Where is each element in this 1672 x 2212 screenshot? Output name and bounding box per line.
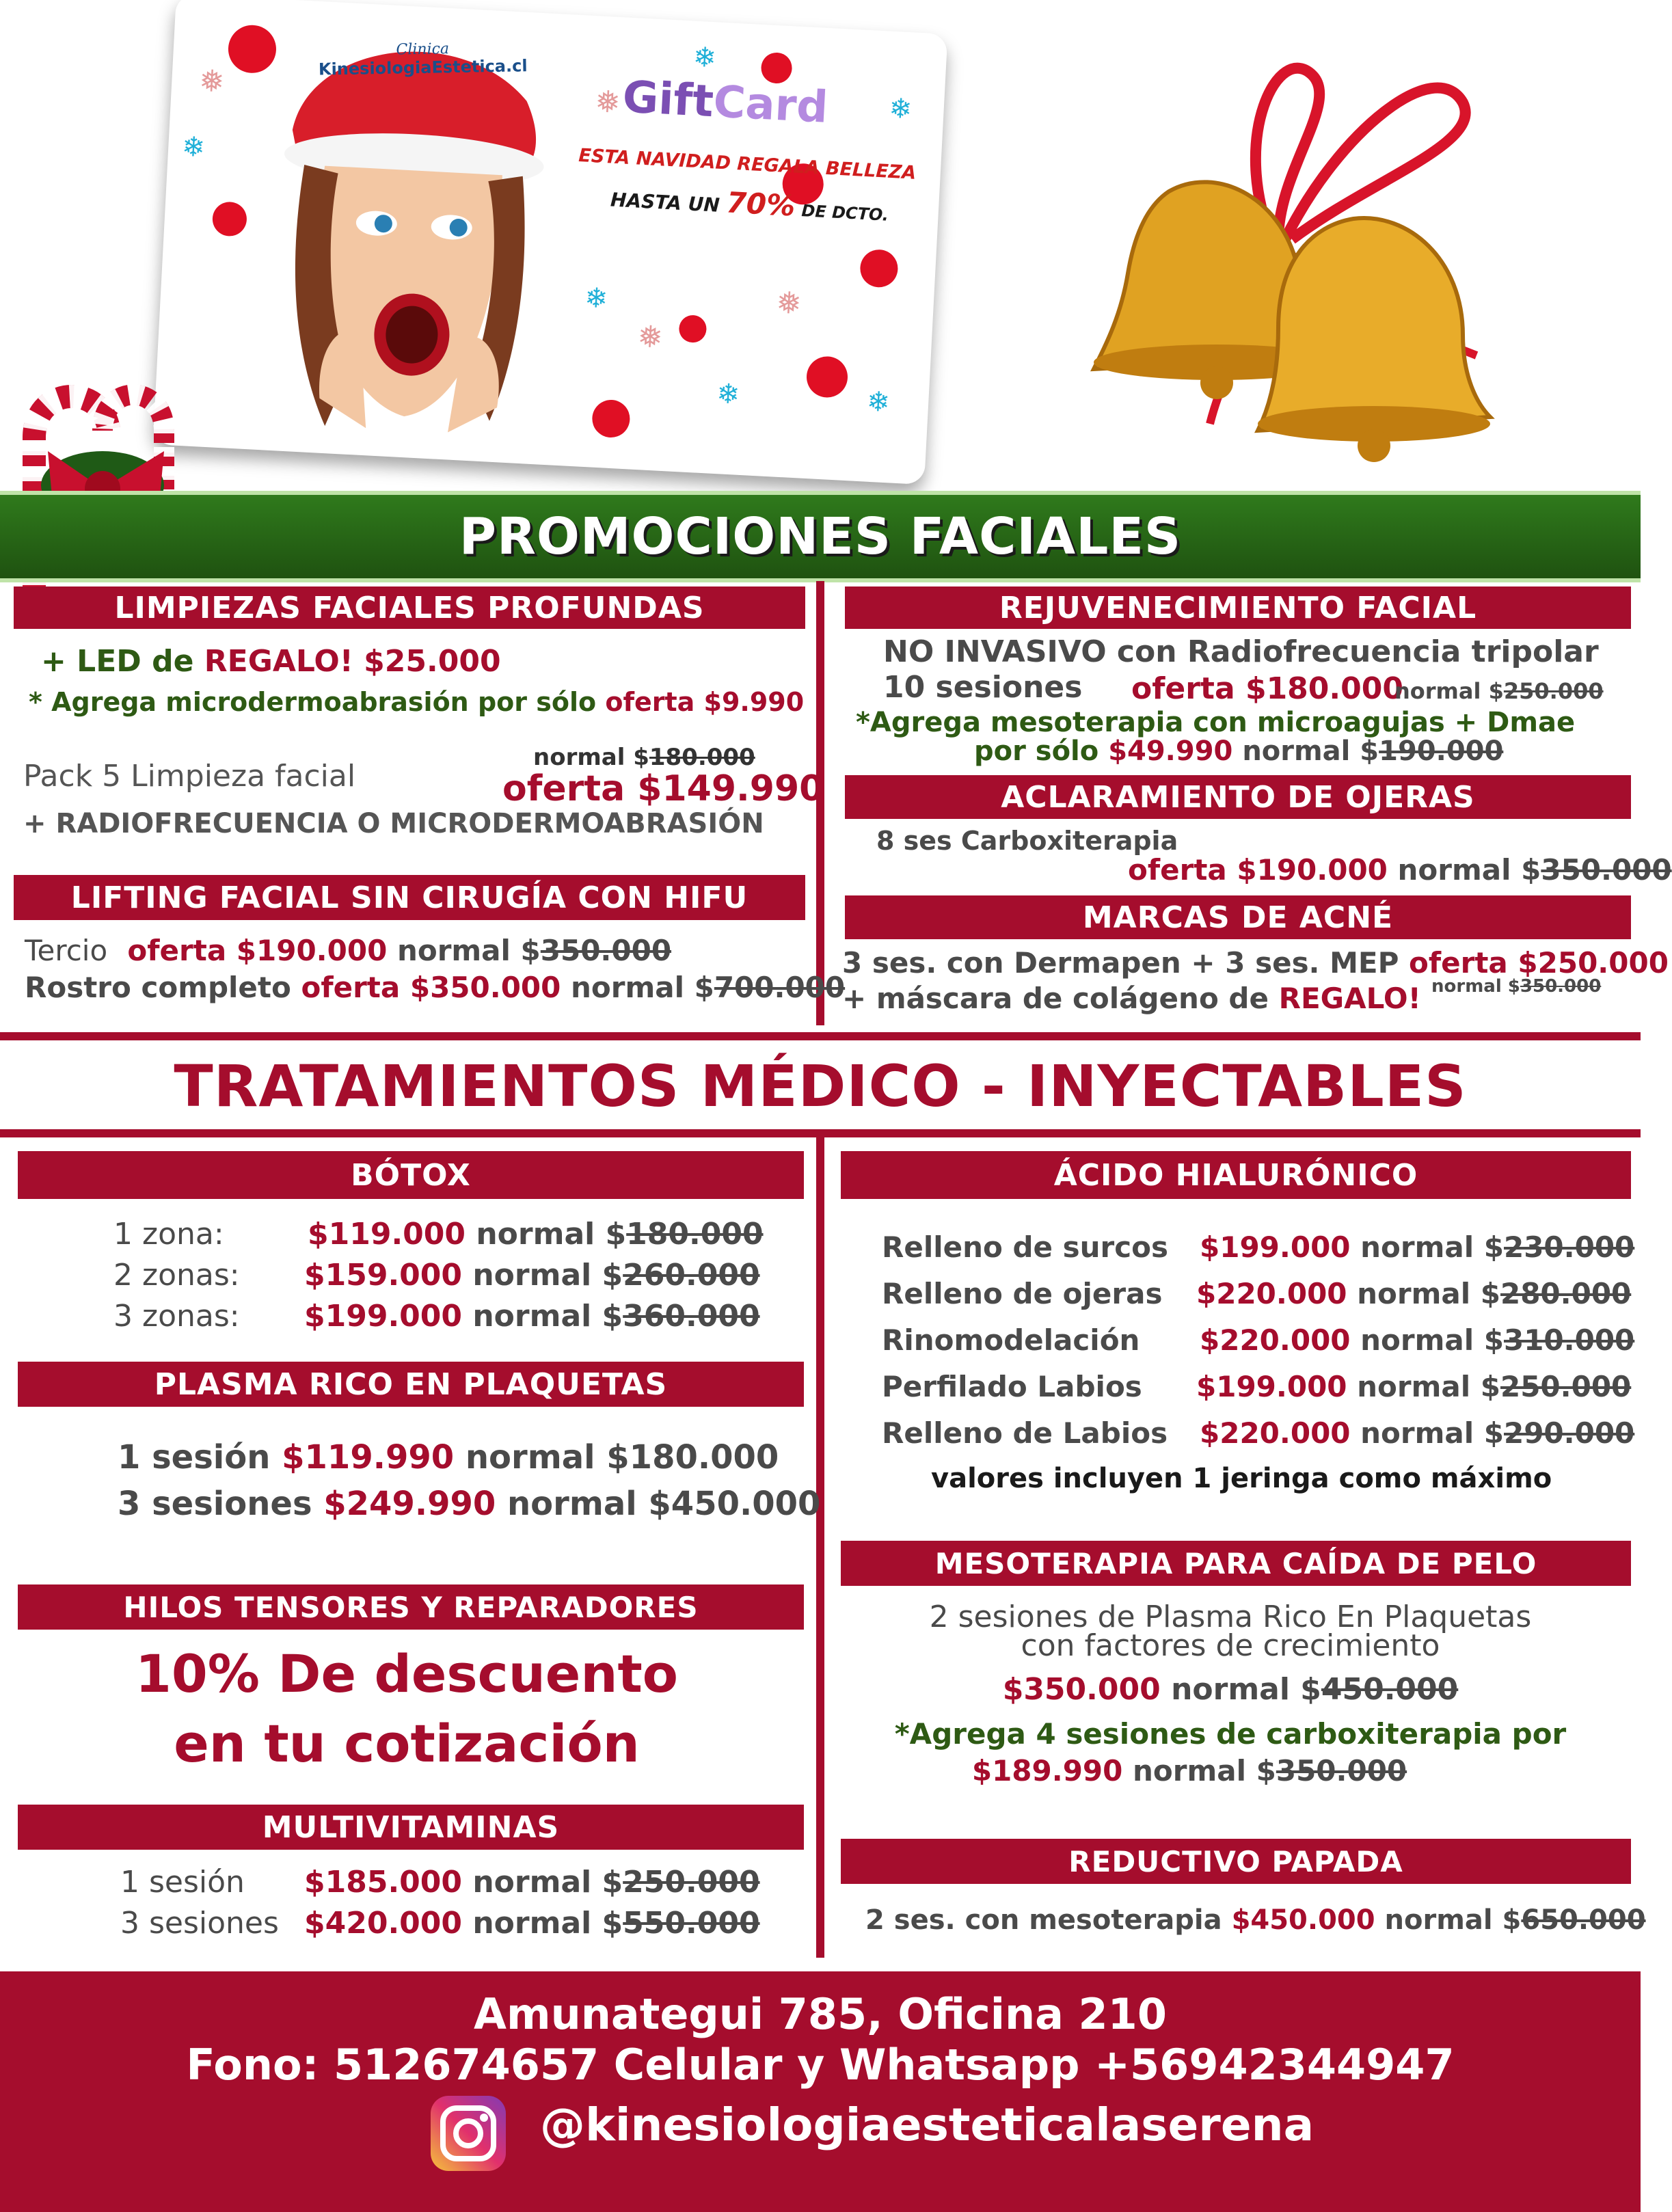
botox-label: 2 zonas: — [113, 1258, 240, 1293]
lifting-row1-normal-label: normal $ — [396, 934, 541, 967]
pack-normal — [533, 744, 755, 771]
giftcard-line2-pct: 70% — [725, 185, 796, 223]
list-item — [1196, 1277, 1631, 1310]
acne-line2 — [842, 982, 1421, 1015]
led-gift: REGALO! $25.000 — [204, 644, 501, 679]
meso-add2-old: 350.000 — [1276, 1754, 1407, 1788]
acne-normal-label: normal $ — [1431, 976, 1520, 997]
lifting-row1-offer: oferta $190.000 — [127, 934, 388, 967]
acne-offer: oferta $250.000 — [1409, 946, 1669, 980]
botox-price: $199.000 — [304, 1299, 463, 1334]
snowflake-icon: ❅ — [636, 319, 664, 355]
acido-label: Rinomodelación — [882, 1323, 1140, 1357]
botox-normal — [472, 1258, 759, 1293]
red-dot — [591, 399, 631, 439]
hilos-header: HILOS TENSORES Y REPARADORES — [18, 1584, 804, 1630]
medico-banner: TRATAMIENTOS MÉDICO - INYECTABLES — [174, 1053, 1467, 1120]
botox-price: $119.000 — [308, 1217, 466, 1252]
snowflake-icon: ❄ — [865, 386, 891, 419]
botox-normal-label: normal $ — [472, 1299, 623, 1334]
lifting-row2-old: 700.000 — [714, 971, 846, 1004]
lifting-header: LIFTING FACIAL SIN CIRUGÍA CON HIFU — [14, 875, 805, 920]
acne-old: 350.000 — [1520, 976, 1602, 997]
gift-card — [153, 0, 948, 485]
ojeras-header: ACLARAMIENTO DE OJERAS — [845, 775, 1631, 819]
snowflake-icon: ❄ — [716, 378, 741, 411]
list-item — [113, 1258, 240, 1293]
meso-line1: 2 sesiones de Plasma Rico En Plaquetas — [929, 1600, 1532, 1634]
botox-old: 360.000 — [623, 1299, 760, 1334]
acido-label: Perfilado Labios — [882, 1370, 1142, 1403]
papada-header: REDUCTIVO PAPADA — [841, 1839, 1631, 1884]
rejuv-add2-pre: por sólo — [974, 736, 1099, 767]
pack-offer: oferta $149.990 — [502, 768, 824, 809]
rejuv-add1: *Agrega mesoterapia con microagujas + Dmae — [856, 707, 1576, 738]
multi-label: 3 sesiones — [120, 1906, 279, 1941]
meso-old: 450.000 — [1321, 1672, 1459, 1707]
clinic-logo — [316, 39, 529, 79]
acido-old: 310.000 — [1503, 1323, 1635, 1357]
acido-normal-label: normal $ — [1357, 1277, 1500, 1310]
lifting-row1-label: Tercio — [25, 934, 108, 967]
list-item — [120, 1865, 245, 1900]
meso-normal-label: normal $ — [1171, 1672, 1321, 1707]
rejuv-sessions: 10 sesiones — [883, 670, 1083, 705]
plasma-label: 3 sesiones — [118, 1485, 312, 1523]
rejuv-normal — [1394, 678, 1604, 704]
ojeras-line2 — [1128, 853, 1672, 887]
list-item — [308, 1217, 764, 1252]
multi-old: 250.000 — [623, 1865, 760, 1900]
giftcard-line1: ESTA NAVIDAD REGALA BELLEZA — [578, 145, 917, 184]
plasma-normal: normal $180.000 — [465, 1438, 779, 1476]
acido-normal — [1360, 1416, 1634, 1450]
lifting-row2-normal-label: normal $ — [571, 971, 714, 1004]
papada-line — [865, 1904, 1646, 1936]
acido-normal-label: normal $ — [1357, 1370, 1500, 1403]
meso-line2: con factores de crecimiento — [1021, 1628, 1440, 1663]
meso-add2-price: $189.990 — [971, 1754, 1123, 1788]
list-item — [1200, 1230, 1634, 1264]
hilos-line1: 10% De descuento — [135, 1643, 678, 1704]
pack-normal-price: 180.000 — [649, 744, 755, 771]
pack-plus: + RADIOFRECUENCIA O MICRODERMOABRASIÓN — [23, 808, 764, 839]
rejuv-add2-normal — [1242, 736, 1503, 767]
multi-normal — [472, 1865, 759, 1900]
acne-line2-pre: + máscara de colágeno de — [842, 982, 1269, 1015]
papada-old: 650.000 — [1521, 1904, 1646, 1936]
giftcard-title — [621, 72, 829, 133]
footer-instagram-handle[interactable]: @kinesiologiaesteticalaserena — [540, 2099, 1314, 2151]
rejuv-header: REJUVENECIMIENTO FACIAL — [845, 586, 1631, 629]
botox-normal-label: normal $ — [476, 1217, 627, 1252]
acido-normal — [1357, 1277, 1631, 1310]
botox-old: 260.000 — [623, 1258, 760, 1293]
footer-address: Amunategui 785, Oficina 210 — [474, 1989, 1167, 2039]
snowflake-icon: ❄ — [181, 131, 206, 164]
meso-add2-normal-label: normal $ — [1133, 1754, 1276, 1788]
list-item — [113, 1217, 224, 1252]
acido-label: Relleno de Labios — [882, 1416, 1168, 1450]
botox-normal — [472, 1299, 759, 1334]
acido-normal — [1360, 1323, 1634, 1357]
acido-price: $220.000 — [1200, 1323, 1351, 1357]
lifting-row1-old: 350.000 — [540, 934, 672, 967]
clinic-name: KinesiologiaEstetica.cl — [318, 56, 528, 79]
list-item — [118, 1485, 820, 1523]
botox-normal-label: normal $ — [472, 1258, 623, 1293]
giftcard-title-gift: Gift — [621, 72, 715, 128]
facial-banner — [0, 491, 1641, 582]
acne-line2-gift: REGALO! — [1278, 982, 1421, 1015]
list-item — [1200, 1323, 1634, 1357]
rejuv-offer: oferta $180.000 — [1131, 671, 1403, 706]
acido-old: 230.000 — [1503, 1230, 1635, 1264]
rejuv-add2 — [974, 736, 1503, 767]
acido-normal-label: normal $ — [1360, 1416, 1504, 1450]
list-item — [304, 1865, 760, 1900]
meso-add2 — [820, 1754, 1559, 1788]
giftcard-title-card: Card — [712, 77, 829, 133]
plasma-price: $119.990 — [282, 1438, 455, 1476]
limpiezas-header: LIMPIEZAS FACIALES PROFUNDAS — [14, 586, 805, 629]
snowflake-icon: ❄ — [584, 282, 609, 315]
plasma-price: $249.990 — [323, 1485, 496, 1523]
meso-price: $350.000 — [1002, 1672, 1161, 1707]
papada-pre: 2 ses. con mesoterapia — [865, 1904, 1222, 1936]
ojeras-normal-label: normal $ — [1397, 853, 1541, 887]
acido-normal — [1360, 1230, 1634, 1264]
acido-label: Relleno de surcos — [882, 1230, 1169, 1264]
lifting-row1-normal — [397, 934, 671, 967]
meso-add2-normal — [1133, 1754, 1407, 1788]
acido-old: 250.000 — [1500, 1370, 1632, 1403]
acido-old: 280.000 — [1500, 1277, 1632, 1310]
list-item — [304, 1906, 760, 1941]
facial-banner-title: PROMOCIONES FACIALES — [459, 507, 1182, 566]
meso-price-line — [820, 1672, 1641, 1707]
acne-line1 — [842, 946, 1669, 980]
lifting-row2-normal — [571, 971, 845, 1004]
snowflake-icon: ❅ — [198, 63, 226, 100]
lifting-row2-offer: oferta $350.000 — [301, 971, 561, 1004]
acido-header: ÁCIDO HIALURÓNICO — [841, 1151, 1631, 1199]
botox-old: 180.000 — [626, 1217, 764, 1252]
rejuv-line2 — [883, 670, 1082, 705]
multi-normal-label: normal $ — [472, 1906, 623, 1941]
acne-line1-text: 3 ses. con Dermapen + 3 ses. MEP — [842, 946, 1399, 980]
acido-price: $220.000 — [1196, 1277, 1347, 1310]
red-dot — [859, 249, 899, 288]
clinic-small-label: Clinica — [396, 40, 450, 59]
papada-normal-label: normal $ — [1384, 1904, 1522, 1936]
multi-label: 1 sesión — [120, 1865, 245, 1900]
hilos-line2: en tu cotización — [174, 1713, 640, 1774]
multi-old: 550.000 — [623, 1906, 760, 1941]
list-item — [120, 1906, 279, 1941]
footer — [0, 1971, 1641, 2212]
meso-normal — [1171, 1672, 1458, 1707]
list-item — [304, 1258, 760, 1293]
ojeras-old: 350.000 — [1541, 853, 1672, 887]
multi-header: MULTIVITAMINAS — [18, 1805, 804, 1850]
acne-normal — [1431, 976, 1601, 997]
acido-price: $199.000 — [1196, 1370, 1347, 1403]
divider — [0, 1129, 1641, 1137]
botox-normal — [476, 1217, 763, 1252]
multi-normal-label: normal $ — [472, 1865, 623, 1900]
limpiezas-led — [41, 644, 501, 679]
plasma-normal: normal $450.000 — [507, 1485, 821, 1523]
ojeras-offer: oferta $190.000 — [1128, 853, 1388, 887]
rejuv-line1: NO INVASIVO con Radiofrecuencia tripolar — [883, 634, 1599, 669]
acido-label: Relleno de ojeras — [882, 1277, 1163, 1310]
list-item — [1200, 1416, 1634, 1450]
micro-pre: * Agrega microdermoabrasión por sólo — [29, 687, 597, 717]
micro-offer: oferta $9.990 — [605, 687, 805, 717]
rejuv-normal-label: normal $ — [1394, 678, 1504, 704]
rejuv-add2-normal-label: normal $ — [1242, 736, 1379, 767]
red-dot — [678, 314, 707, 343]
list-item — [304, 1299, 760, 1334]
plasma-label: 1 sesión — [118, 1438, 271, 1476]
list-item — [113, 1299, 240, 1334]
rejuv-add2-old: 190.000 — [1379, 736, 1504, 767]
lifting-row2-label: Rostro completo — [25, 971, 291, 1004]
snowflake-icon: ❄ — [888, 92, 913, 126]
list-item — [118, 1438, 779, 1476]
divider — [816, 1137, 824, 1958]
rejuv-old: 250.000 — [1503, 678, 1604, 704]
botox-label: 3 zonas: — [113, 1299, 240, 1334]
papada-normal — [1385, 1904, 1646, 1936]
rejuv-add2-price: $49.990 — [1108, 736, 1233, 767]
lifting-row-tercio — [25, 934, 671, 967]
giftcard-line2-post: DE DCTO. — [800, 201, 889, 225]
pack-normal-label: normal $ — [533, 744, 649, 771]
instagram-icon[interactable] — [431, 2096, 506, 2171]
botox-label: 1 zona: — [113, 1217, 224, 1252]
acido-note: valores incluyen 1 jeringa como máximo — [931, 1463, 1552, 1494]
acido-price: $220.000 — [1200, 1416, 1351, 1450]
list-item — [1196, 1370, 1631, 1403]
snowflake-icon: ❅ — [775, 285, 803, 322]
ojeras-line1: 8 ses Carboxiterapia — [876, 826, 1178, 856]
acido-price: $199.000 — [1200, 1230, 1351, 1264]
woman-illustration — [234, 12, 585, 466]
red-dot — [805, 355, 848, 399]
meso-add1: *Agrega 4 sesiones de carboxiterapia por — [894, 1717, 1567, 1751]
led-pre: + LED de — [41, 644, 194, 679]
ojeras-normal — [1398, 853, 1672, 887]
giftcard-line2 — [610, 180, 889, 228]
snowflake-icon: ❄ — [692, 41, 717, 75]
footer-phone: Fono: 512674657 Celular y Whatsapp +56942344947 — [186, 2040, 1455, 2090]
acido-normal — [1357, 1370, 1631, 1403]
divider — [0, 1032, 1641, 1040]
hero — [0, 0, 1641, 492]
bells-icon — [1053, 14, 1641, 478]
limpiezas-micro — [29, 687, 804, 717]
lifting-row-rostro — [25, 971, 845, 1004]
giftcard-line2-pre: HASTA UN — [610, 188, 720, 217]
snowflake-icon: ❅ — [594, 84, 621, 121]
pack-label: Pack 5 Limpieza facial — [23, 759, 356, 794]
acne-header: MARCAS DE ACNÉ — [845, 895, 1631, 939]
acido-normal-label: normal $ — [1360, 1323, 1504, 1357]
meso-header: MESOTERAPIA PARA CAÍDA DE PELO — [841, 1541, 1631, 1586]
acido-normal-label: normal $ — [1360, 1230, 1504, 1264]
multi-price: $420.000 — [304, 1906, 463, 1941]
papada-price: $450.000 — [1231, 1904, 1375, 1936]
plasma-header: PLASMA RICO EN PLAQUETAS — [18, 1362, 804, 1407]
red-dot — [212, 201, 248, 237]
multi-price: $185.000 — [304, 1865, 463, 1900]
acido-old: 290.000 — [1503, 1416, 1635, 1450]
botox-price: $159.000 — [304, 1258, 463, 1293]
botox-header: BÓTOX — [18, 1151, 804, 1199]
multi-normal — [472, 1906, 759, 1941]
